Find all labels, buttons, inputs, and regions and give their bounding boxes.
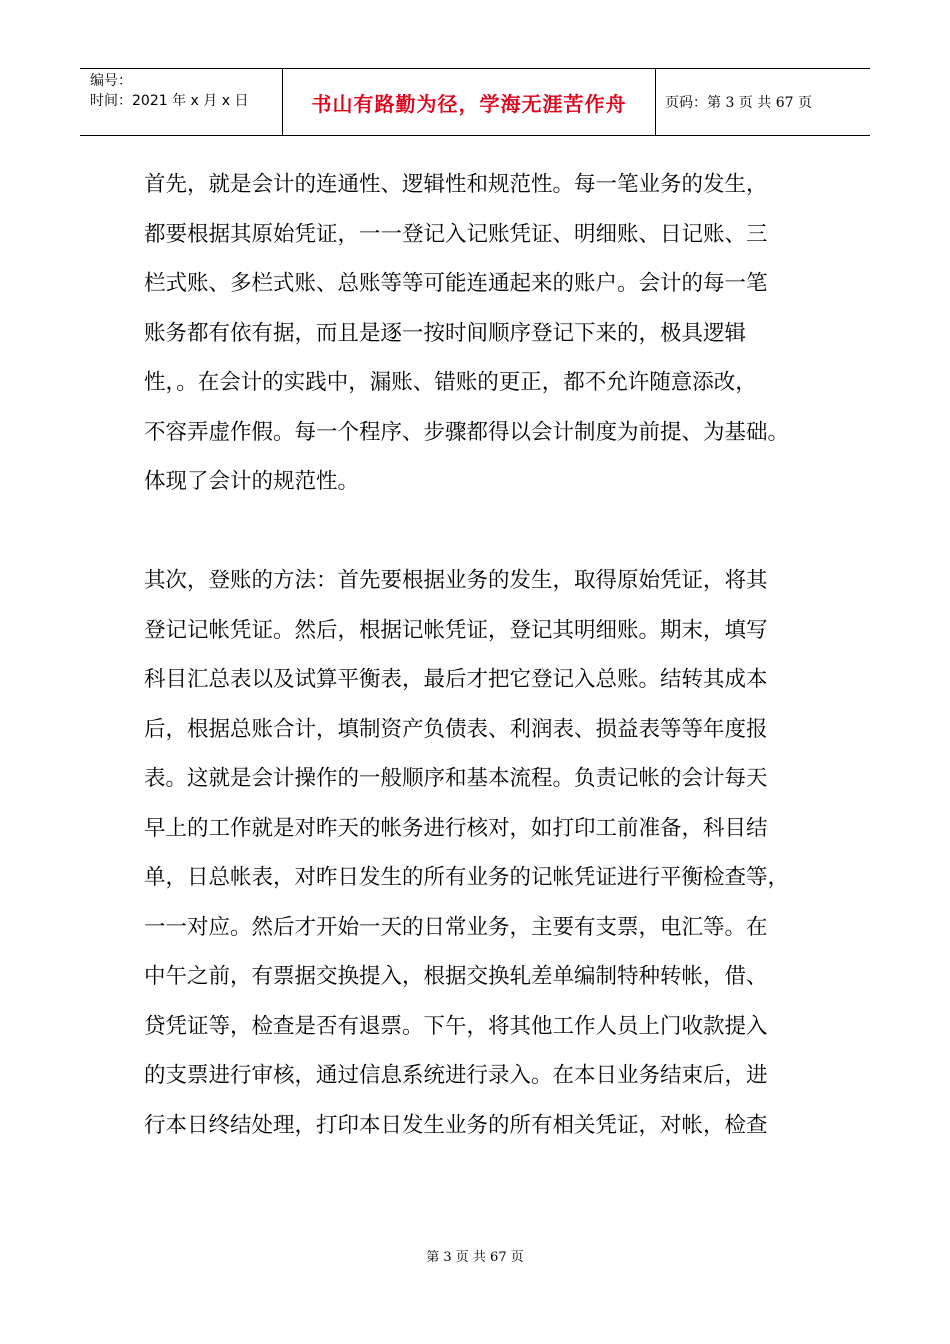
- paragraph: [144, 556, 824, 1150]
- header-divider: [655, 69, 656, 135]
- header-meta: [90, 71, 248, 111]
- text-line: 账务都有依有据，而且是逐一按时间顺序登记下来的，极具逻辑: [144, 320, 747, 346]
- text-line: 贷凭证等，检查是否有退票。下午，将其他工作人员上门收款提入: [144, 1013, 768, 1039]
- text-line: 不容弄虚作假。每一个程序、步骤都得以会计制度为前提、为基础。: [144, 419, 790, 445]
- text-line: 中午之前，有票据交换提入，根据交换轧差单编制特种转帐，借、: [144, 964, 768, 989]
- document-header: [80, 68, 870, 136]
- text-line: 都要根据其原始凭证，一一登记入记账凭证、明细账、日记账、三: [144, 221, 768, 247]
- text-line: 一一对应。然后才开始一天的日常业务，主要有支票，电汇等。在: [144, 914, 768, 940]
- text-line: 的支票进行审核，通过信息系统进行录入。在本日业务结束后，进: [144, 1063, 768, 1088]
- text-line: 首先，就是会计的连通性、逻辑性和规范性。每一笔业务的发生，: [144, 172, 768, 197]
- text-line: 单，日总帐表，对昨日发生的所有业务的记帐凭证进行平衡检查等，: [144, 865, 790, 890]
- text-line: 其次，登账的方法：首先要根据业务的发生，取得原始凭证，将其: [144, 568, 768, 593]
- text-line: 后，根据总账合计，填制资产负债表、利润表、损益表等等年度报: [144, 716, 768, 742]
- document-body: [144, 160, 824, 1150]
- text-line: 早上的工作就是对昨天的帐务进行核对，如打印工前准备，科目结: [144, 815, 768, 841]
- text-line: 表。这就是会计操作的一般顺序和基本流程。负责记帐的会计每天: [144, 766, 768, 791]
- date-label: 时间：2021 年 x 月 x 日: [90, 93, 249, 109]
- header-page-info: 页码：第 3 页 共 67 页: [665, 95, 812, 111]
- number-label: 编号：: [90, 73, 132, 89]
- header-motto: 书山有路勤为径，学海无涯苦作舟: [311, 91, 627, 116]
- text-line: 科目汇总表以及试算平衡表，最后才把它登记入总账。结转其成本: [144, 667, 768, 692]
- text-line: 行本日终结处理，打印本日发生业务的所有相关凭证，对帐，检查: [144, 1112, 768, 1138]
- text-line: 性，。在会计的实践中，漏账、错账的更正，都不允许随意添改，: [144, 370, 757, 395]
- page-footer: 第 3 页 共 67 页: [426, 1250, 524, 1265]
- paragraph: [144, 160, 824, 507]
- text-line: 体现了会计的规范性。: [144, 469, 360, 494]
- text-line: 栏式账、多栏式账、总账等等可能连通起来的账户。会计的每一笔: [144, 271, 768, 296]
- text-line: 登记记帐凭证。然后，根据记帐凭证，登记其明细账。期末，填写: [144, 617, 768, 643]
